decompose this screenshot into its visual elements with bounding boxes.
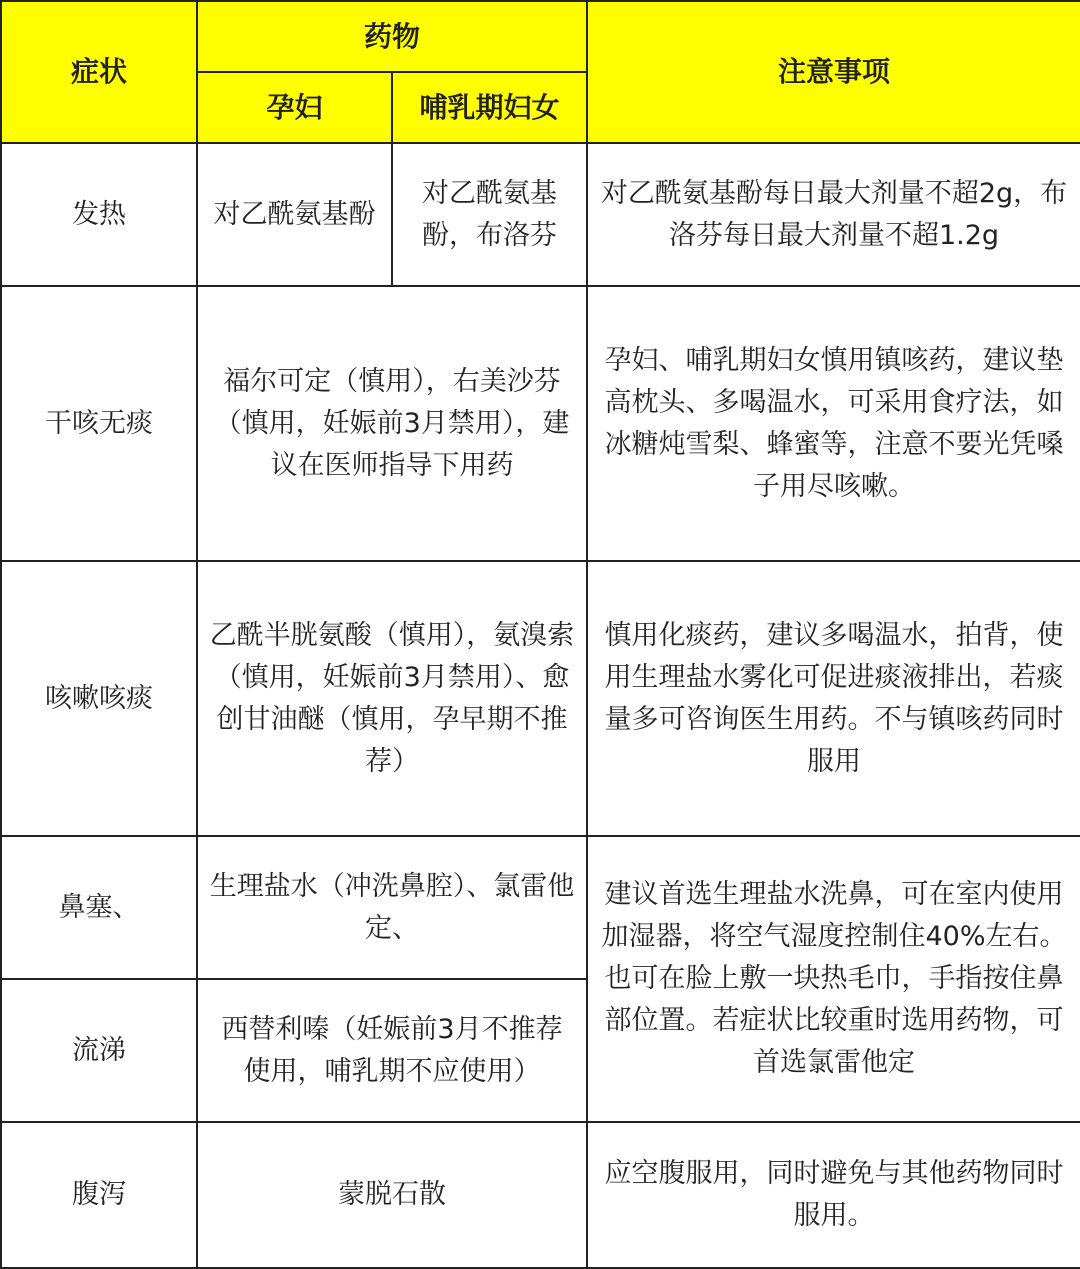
medicine-cell: 西替利嗪（妊娠前3月不推荐使用，哺乳期不应使用） [197, 979, 587, 1122]
header-pregnant: 孕妇 [197, 72, 392, 143]
lactating-medicine-cell: 对乙酰氨基酚，布洛芬 [392, 143, 587, 286]
row-diarrhea [1, 1122, 1080, 1268]
notes-cell: 孕妇、哺乳期妇女慎用镇咳药，建议垫高枕头、多喝温水，可采用食疗法，如冰糖炖雪梨、蜂蜜等，注意不要光凭嗓子用尽咳嗽。 [587, 286, 1080, 561]
header-row-1 [1, 1, 1080, 72]
symptom-cell: 咳嗽咳痰 [1, 561, 197, 836]
symptom-cell: 腹泻 [1, 1122, 197, 1268]
row-dry-cough [1, 286, 1080, 561]
row-phlegm-cough [1, 561, 1080, 836]
medicine-cell: 生理盐水（冲洗鼻腔）、氯雷他定、 [197, 836, 587, 979]
header-notes: 注意事项 [587, 1, 1080, 143]
symptom-cell: 发热 [1, 143, 197, 286]
symptom-cell: 鼻塞、 [1, 836, 197, 979]
header-symptom: 症状 [1, 1, 197, 143]
symptom-cell: 流涕 [1, 979, 197, 1122]
header-lactating: 哺乳期妇女 [392, 72, 587, 143]
notes-cell: 建议首选生理盐水洗鼻，可在室内使用加湿器，将空气湿度控制住40%左右。也可在脸上敷一块热毛巾，手指按住鼻部位置。若症状比较重时选用药物，可首选氯雷他定 [587, 836, 1080, 1122]
pregnant-medicine-cell: 对乙酰氨基酚 [197, 143, 392, 286]
notes-cell: 应空腹服用，同时避免与其他药物同时服用。 [587, 1122, 1080, 1268]
header-medicine: 药物 [197, 1, 587, 72]
notes-cell: 对乙酰氨基酚每日最大剂量不超2g，布洛芬每日最大剂量不超1.2g [587, 143, 1080, 286]
notes-cell: 慎用化痰药，建议多喝温水，拍背，使用生理盐水雾化可促进痰液排出，若痰量多可咨询医生用药。不与镇咳药同时服用 [587, 561, 1080, 836]
symptom-cell: 干咳无痰 [1, 286, 197, 561]
medicine-cell: 福尔可定（慎用），右美沙芬（慎用，妊娠前3月禁用），建议在医师指导下用药 [197, 286, 587, 561]
medicine-cell: 乙酰半胱氨酸（慎用），氨溴索（慎用，妊娠前3月禁用）、愈创甘油醚（慎用，孕早期不推荐） [197, 561, 587, 836]
medicine-cell: 蒙脱石散 [197, 1122, 587, 1268]
row-fever [1, 143, 1080, 286]
row-nasal-congestion [1, 836, 1080, 979]
